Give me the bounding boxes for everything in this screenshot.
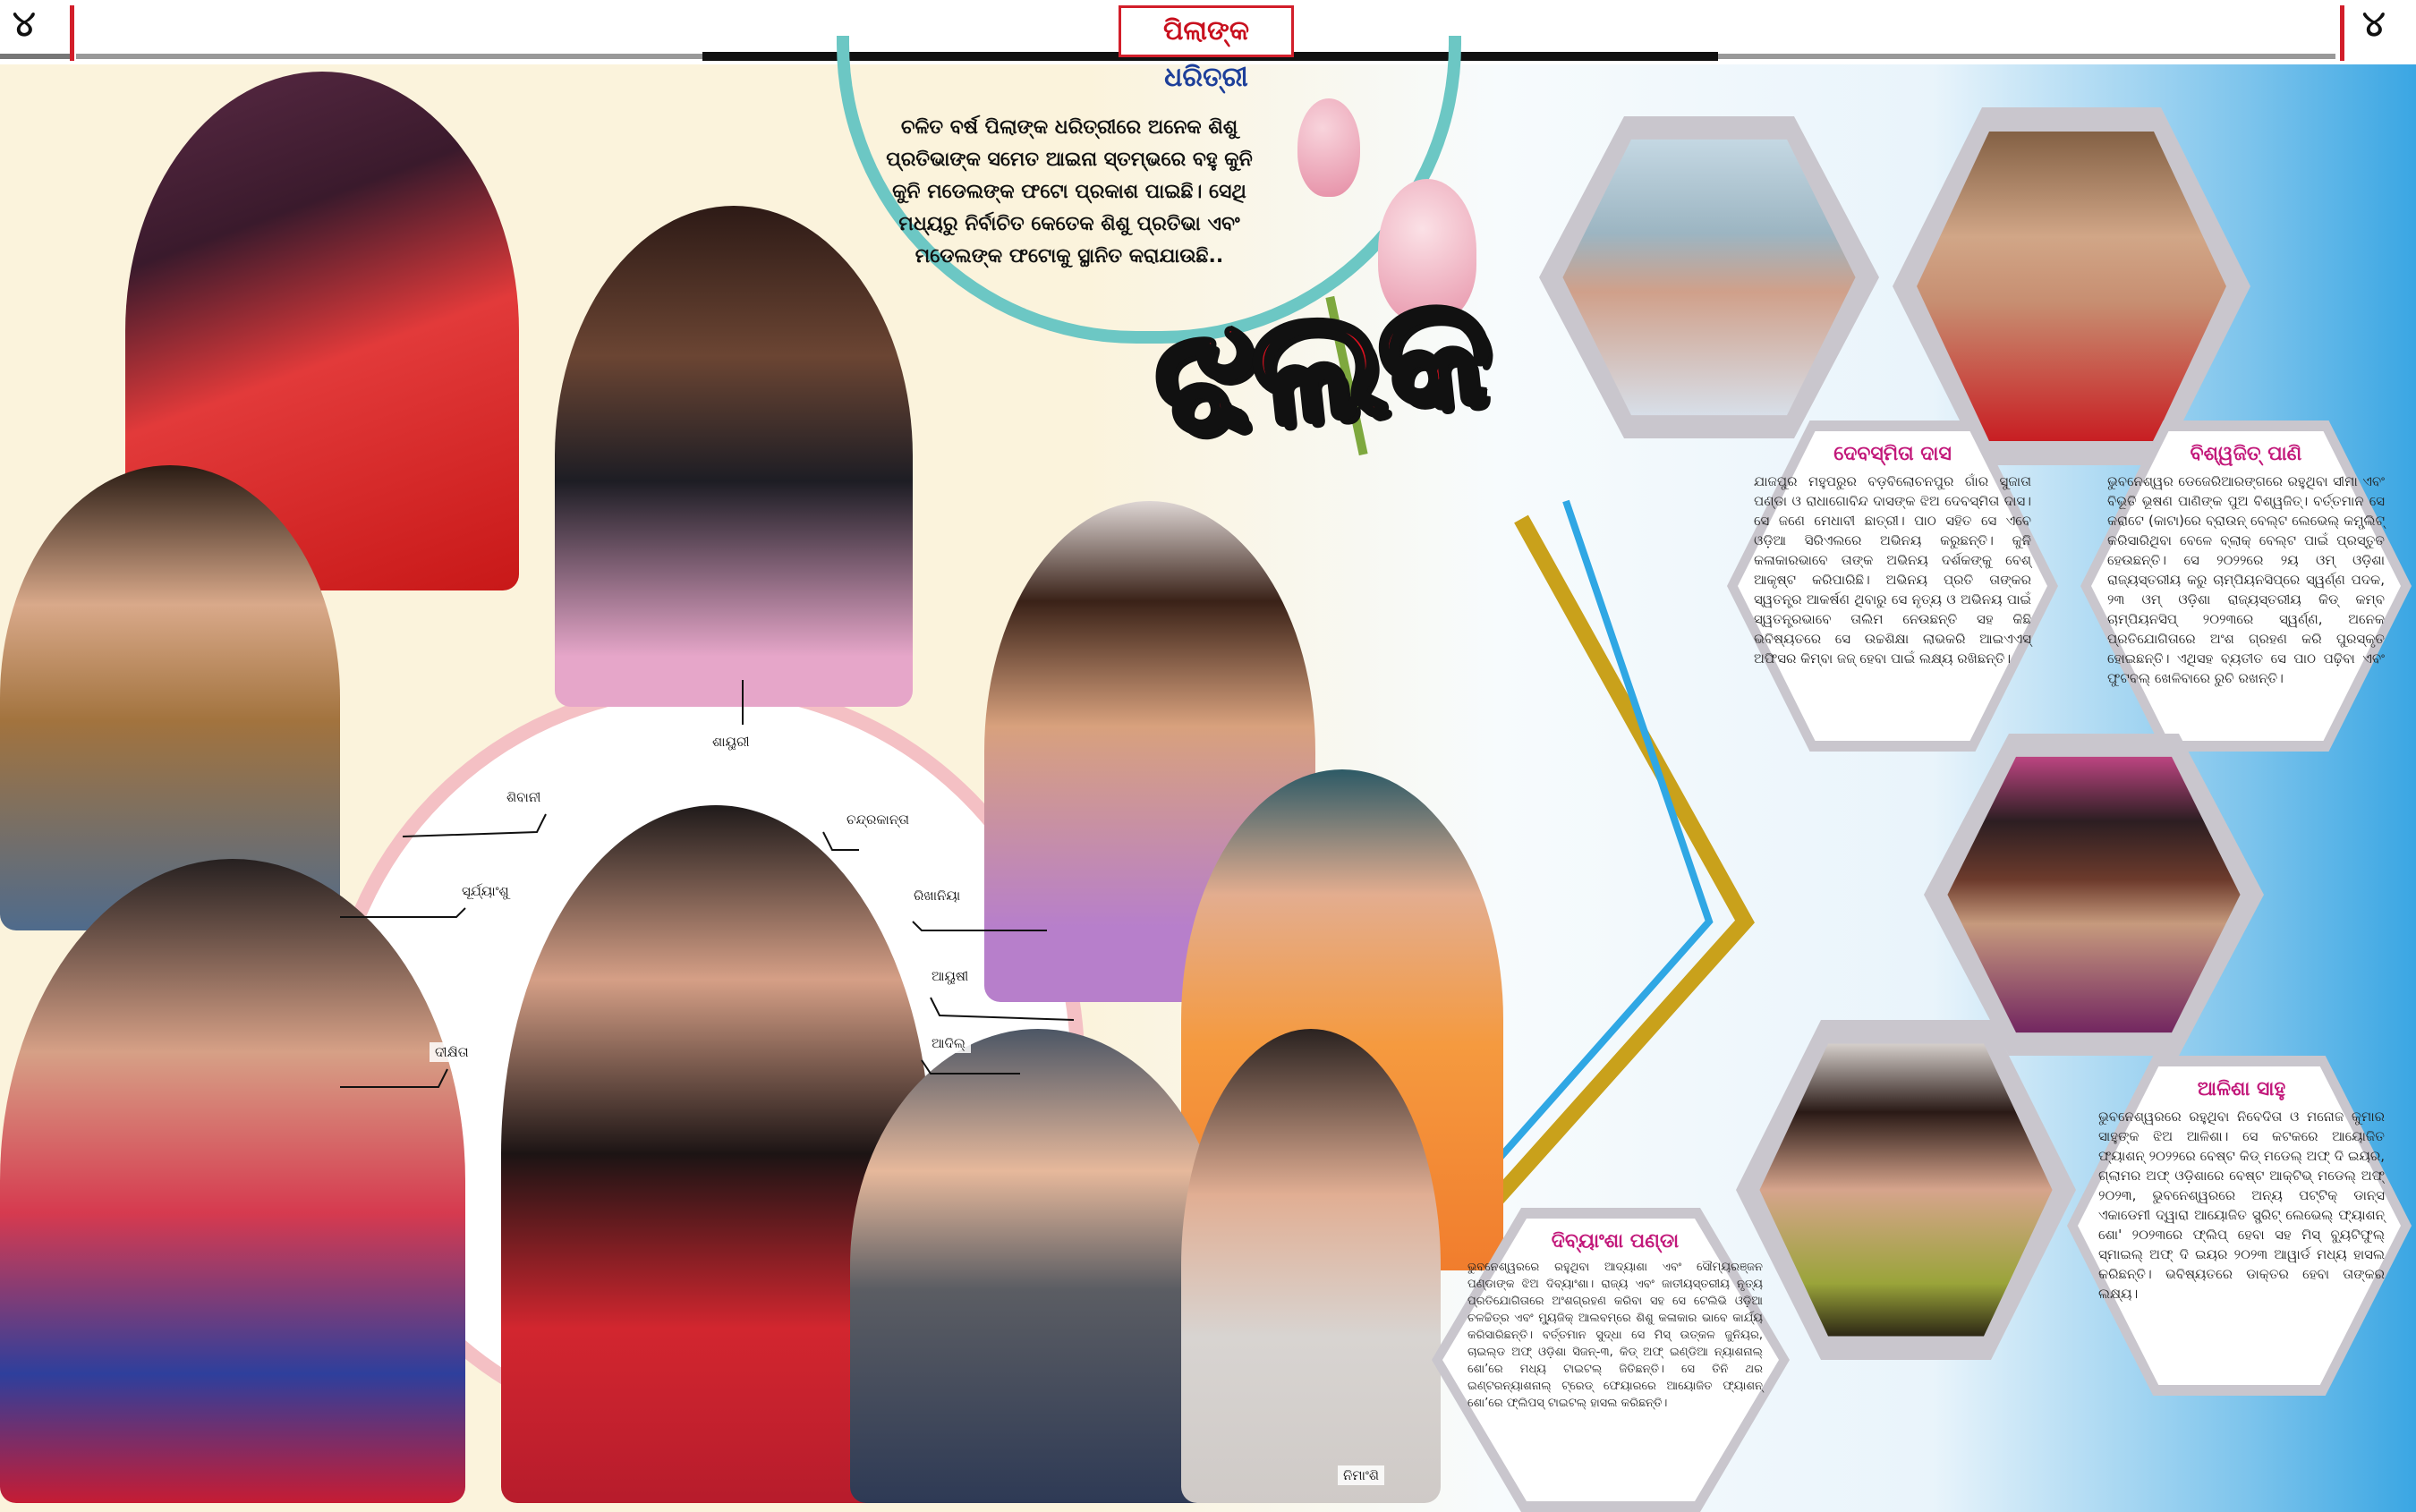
profile-name: ବିଶ୍ୱଜିତ୍ ପାଣି (2190, 443, 2302, 465)
page-number-right: ୪ (2362, 4, 2386, 45)
feature-title: ଝଲକ (1145, 260, 1495, 471)
profile-name: ଦେବସ୍ମିତା ଦାସ (1833, 443, 1952, 465)
profile-text: ଭୁବନେଶ୍ୱର ଡେଜେରିଆରଙ୍ଗରେ ରହୁଥିବା ସୀମା ଏବଂ ବିଭୂତି ଭୂଷଣ ପାଣିଙ୍କ ପୁଅ ବିଶ୍ୱଜିତ୍। ବର୍ତ୍ତମାନ ସେ କରାଟେ (କାଟା)ରେ ବ୍ରାଉନ୍ ବେଲ୍ଟ ଲେଭେଲ୍ କମ୍ପ୍ଲିଟ୍ କରିସାରିଥିବା ବେଳେ ବ୍ଲାକ୍ ବେଲ୍ଟ ପାଇଁ ପ୍ରସ୍ତୁତ ହେଉଛନ୍ତି। ସେ ୨୦୨୨ରେ ୨ୟ ଓମ୍ ଓଡ଼ିଶା ରାଜ୍ୟସ୍ତରୀୟ କରୁ ଚାମ୍ପିୟନସିପ୍‌ରେ ସ୍ୱର୍ଣ୍ଣ ପଦକ, ୨୩ ଓମ୍ ଓଡ଼ିଶା ରାଜ୍ୟସ୍ତରୀୟ କିଡ୍ କମ୍ବ ଚାମ୍ପିୟନସିପ୍ ୨୦୨୩ରେ ସ୍ୱର୍ଣ୍ଣ, ଅନେକ ପ୍ରତିଯୋଗିତାରେ ଅଂଶ ଗ୍ରହଣ କରି ପୁରସ୍କୃତ ହୋଇଛନ୍ତି। ଏଥିସହ ବ୍ୟତୀତ ସେ ପାଠ ପଢ଼ିବା ଏବଂ ଫୁଟବଲ୍ ଖେଳିବାରେ ରୁଚି ରଖନ୍ତି। (2107, 473, 2385, 686)
profile-debasmita (1754, 443, 2031, 668)
profile-biswajit (2107, 443, 2385, 688)
profile-text: ଭୁବନେଶ୍ୱରରେ ରହୁଥିବା ନିବେଦିତା ଓ ମନୋଜ କୁମାର ସାହୁଙ୍କ ଝିଅ ଆଳିଶା। ସେ କଟକରେ ଆୟୋଜିତ ଫ୍ୟାଶନ୍ ୨୦୨୨ରେ ବେଷ୍ଟ କିଡ୍ ମଡେଲ୍ ଅଫ୍ ଦି ଇୟର, ଗ୍ଲାମର ଅଫ୍ ଓଡ଼ିଶାରେ ବେଷ୍ଟ ଆକ୍ଟିଭ୍ ମଡେଲ୍ ଅଫ୍ ୨୦୨୩, ଭୁବନେଶ୍ୱରରେ ଅନ୍ୟ ପଟ୍ଟିକ୍ ଡାନ୍ସ ଏକାଡେମୀ ଦ୍ୱାରା ଆୟୋଜିତ ସ୍ପ୍ରିଟ୍ ଲେଭେଲ୍ ଫ୍ୟାଶନ୍ ଶୋ' ୨୦୨୩ରେ ଫ୍ଲିପ୍ ହେବା ସହ ମିସ୍ ବ୍ୟୁଟିଫୁଲ୍ ସ୍ମାଇଲ୍ ଅଫ୍ ଦି ଇୟର ୨୦୨୩ ଆୱାର୍ଡ ମଧ୍ୟ ହାସଲ କରିଛନ୍ତି। ଭବିଷ୍ୟତରେ ଡାକ୍ତର ହେବା ତାଙ୍କର ଲକ୍ଷ୍ୟ। (2098, 1109, 2385, 1302)
label-shayuri: ଶାୟୁରୀ (707, 732, 755, 752)
profile-name: ଆଳିଶା ସାହୁ (2197, 1078, 2286, 1100)
masthead-red: ପିଲାଙ୍କ (1162, 15, 1250, 47)
profile-text: ଯାଜପୁର ମହୁପରୁର ବଡ଼ବିଲୋଚନପୁର ଗାଁର ସୁଜାତା ପଣ୍ଡା ଓ ରାଧାଗୋବିନ୍ଦ ଦାସଙ୍କ ଝିଅ ଦେବସ୍ମିତା ଦାସ। ସେ ଜଣେ ମେଧାବୀ ଛାତ୍ରୀ। ପାଠ ସହିତ ସେ ଏବେ ଓଡ଼ିଆ ସିରିଏଲରେ ଅଭିନୟ କରୁଛନ୍ତି। କୁନି କଳାକାରଭାବେ ତାଙ୍କ ଅଭିନୟ ଦର୍ଶକଙ୍କୁ ବେଶ୍ ଆକୃଷ୍ଟ କରିପାରିଛି। ଅଭିନୟ ପ୍ରତି ତାଙ୍କର ସ୍ୱତନ୍ତ୍ର ଆକର୍ଷଣ ଥିବାରୁ ସେ ନୃତ୍ୟ ଓ ଅଭିନୟ ପାଇଁ ସ୍ୱତନ୍ତ୍ରଭାବେ ତାଲିମ ନେଉଛନ୍ତି ସହ କିଛି ଭବିଷ୍ୟତରେ ସେ ଉଚ୍ଚଶିକ୍ଷା ଲାଭକରି ଆଇଏଏସ୍ ଅଫିସର କିମ୍ବା ଜଜ୍ ହେବା ପାଇଁ ଲକ୍ଷ୍ୟ ରଖିଛନ୍ତି। (1754, 473, 2031, 667)
profile-text: ଭୁବନେଶ୍ୱରରେ ରହୁଥିବା ଆଦ୍ୟାଶା ଏବଂ ସୌମ୍ୟରଞ୍ଜନ ପଣ୍ଡାଙ୍କ ଝିଅ ଦିବ୍ୟାଂଶା। ରାଜ୍ୟ ଏବଂ ଜାତୀୟସ୍ତରୀୟ ନୃତ୍ୟ ପ୍ରତିଯୋଗିତାରେ ଅଂଶଗ୍ରହଣ କରିବା ସହ ସେ ଟେଲିଭି ଓଡ଼ିଆ ଚଳଚ୍ଚିତ୍ର ଏବଂ ମ୍ୟୁଜିକ୍ ଆଲବମ୍‌ରେ ଶିଶୁ କଳାକାର ଭାବେ କାର୍ଯ୍ୟ କରିସାରିଛନ୍ତି। ବର୍ତ୍ତମାନ ସୁଦ୍ଧା ସେ ମିସ୍ ଉତ୍କଳ ଜୁନିୟର, ଚାଇଲ୍ଡ ଅଫ୍ ଓଡ଼ିଶା ସିଜନ୍-୩, କିଡ୍ ଅଫ୍ ଇଣ୍ଡିଆ ନ୍ୟାଶନାଲ୍ ଶୋ’ରେ ମଧ୍ୟ ଟାଇଟଲ୍ ଜିତିଛନ୍ତି। ସେ ତିନି ଥର ଇଣ୍ଟରନ୍ୟାଶନାଲ୍ ଟ୍ରେଡ୍ ଫେୟାରରେ ଆୟୋଜିତ ଫ୍ୟାଶନ୍ ଶୋ’ରେ ଫ୍ଲିପସ୍ ଟାଇଟଲ୍ ହାସଲ କରିଛନ୍ତି। (1467, 1261, 1763, 1410)
label-dikshita: ଦୀକ୍ଷିତା (430, 1042, 474, 1062)
label-shivani: ଶିବାନୀ (501, 787, 546, 807)
label-suryanshu: ସୂର୍ଯ୍ୟାଂଶୁ (456, 881, 515, 901)
label-rikhaniya: ରିଖାନିୟା (908, 886, 966, 905)
label-ayushi: ଆୟୁଷୀ (926, 966, 974, 986)
label-chandrakanta: ଚନ୍ଦ୍ରକାନ୍ତା (841, 810, 915, 829)
intro-text: ଚଳିତ ବର୍ଷ ପିଲାଙ୍କ ଧରିତ୍ରୀରେ ଅନେକ ଶିଶୁ ପ୍ରତିଭାଙ୍କ ସମେତ ଆଇନା ସ୍ତମ୍ଭରେ ବହୁ କୁନି କୁନି ମଡେଲଙ୍କ ଫଟୋ ପ୍ରକାଶ ପାଇଛି। ସେଥି ମଧ୍ୟରୁ ନିର୍ବାଚିତ କେତେକ ଶିଶୁ ପ୍ରତିଭା ଏବଂ ମଡେଲଙ୍କ ଫଟୋକୁ ସ୍ଥାନିତ କରାଯାଉଛି.. (886, 116, 1253, 268)
label-aadil: ଆଦିଲ୍ (926, 1033, 971, 1053)
profile-name: ଦିବ୍ୟାଂଶା ପଣ୍ଡା (1551, 1230, 1680, 1253)
profile-divyansha (1467, 1230, 1763, 1412)
profile-alisha (2098, 1078, 2385, 1304)
page-number-left: ୪ (13, 4, 36, 45)
label-nimanshi: ନିମାଂଶି (1338, 1465, 1384, 1485)
masthead-blue: ଧରିତ୍ରୀ (1164, 62, 1248, 93)
